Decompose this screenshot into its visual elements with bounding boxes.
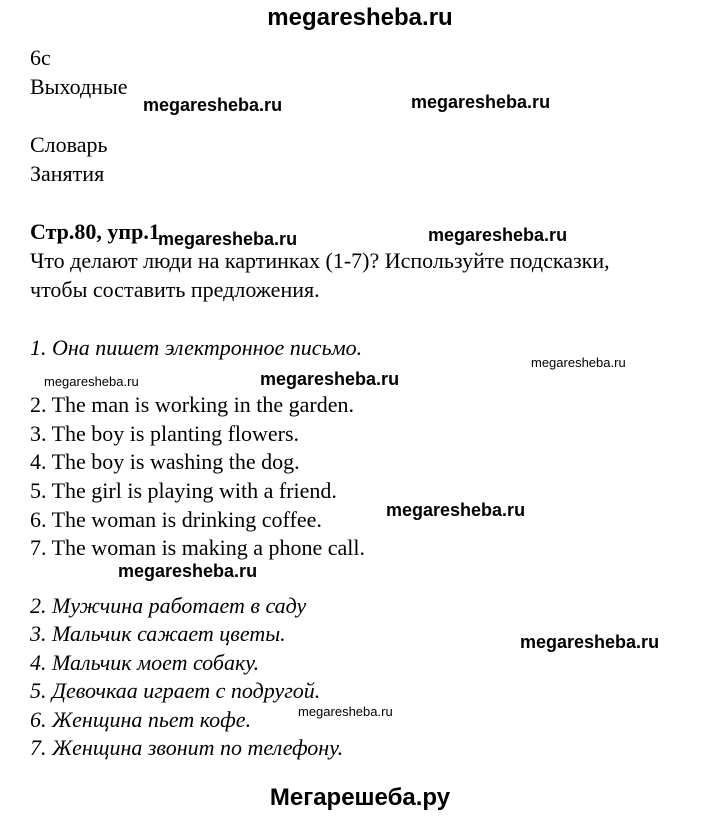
answer-ru-3: 3. Мальчик сажает цветы.: [30, 621, 286, 646]
exercise-instruction-line-2: чтобы составить предложения.: [30, 277, 320, 302]
site-header[interactable]: megaresheba.ru: [267, 4, 453, 31]
watermark: megaresheba.ru: [44, 374, 139, 389]
watermark: megaresheba.ru: [118, 561, 258, 581]
watermark: megaresheba.ru: [298, 704, 393, 719]
answer-ru-4: 4. Мальчик моет собаку.: [30, 650, 260, 675]
site-footer[interactable]: Мегарешеба.ру: [269, 784, 451, 811]
exercise-heading: Стр.80, упр.1: [30, 219, 160, 244]
watermark: megaresheba.ru: [260, 369, 400, 389]
section-title: Выходные: [30, 74, 128, 99]
answer-ru-7: 7. Женщина звонит по телефону.: [30, 735, 344, 760]
section-item-vocabulary: Словарь: [30, 132, 108, 157]
watermark: megaresheba.ru: [531, 355, 626, 370]
answer-en-3: 3. The boy is planting flowers.: [30, 421, 300, 446]
watermark: megaresheba.ru: [411, 92, 551, 112]
watermark: megaresheba.ru: [158, 229, 298, 249]
section-code: 6c: [30, 45, 51, 70]
answer-ru-6: 6. Женщина пьет кофе.: [30, 707, 252, 732]
exercise-instruction-line-1: Что делают люди на картинках (1-7)? Используйте подсказки,: [30, 248, 610, 273]
watermark: megaresheba.ru: [386, 500, 526, 520]
answer-en-5: 5. The girl is playing with a friend.: [30, 478, 337, 503]
watermark: megaresheba.ru: [143, 95, 283, 115]
answer-en-7: 7. The woman is making a phone call.: [30, 535, 366, 560]
answer-en-2: 2. The man is working in the garden.: [30, 392, 355, 417]
watermark: megaresheba.ru: [520, 632, 660, 652]
answer-en-4: 4. The boy is washing the dog.: [30, 449, 300, 474]
section-item-activities: Занятия: [30, 161, 105, 186]
watermark: megaresheba.ru: [428, 225, 568, 245]
answer-ru-2: 2. Мужчина работает в саду: [30, 593, 307, 618]
answer-en-6: 6. The woman is drinking coffee.: [30, 507, 322, 532]
example-sentence: 1. Она пишет электронное письмо.: [30, 335, 363, 360]
answer-ru-5: 5. Девочкаа играет с подругой.: [30, 678, 321, 703]
